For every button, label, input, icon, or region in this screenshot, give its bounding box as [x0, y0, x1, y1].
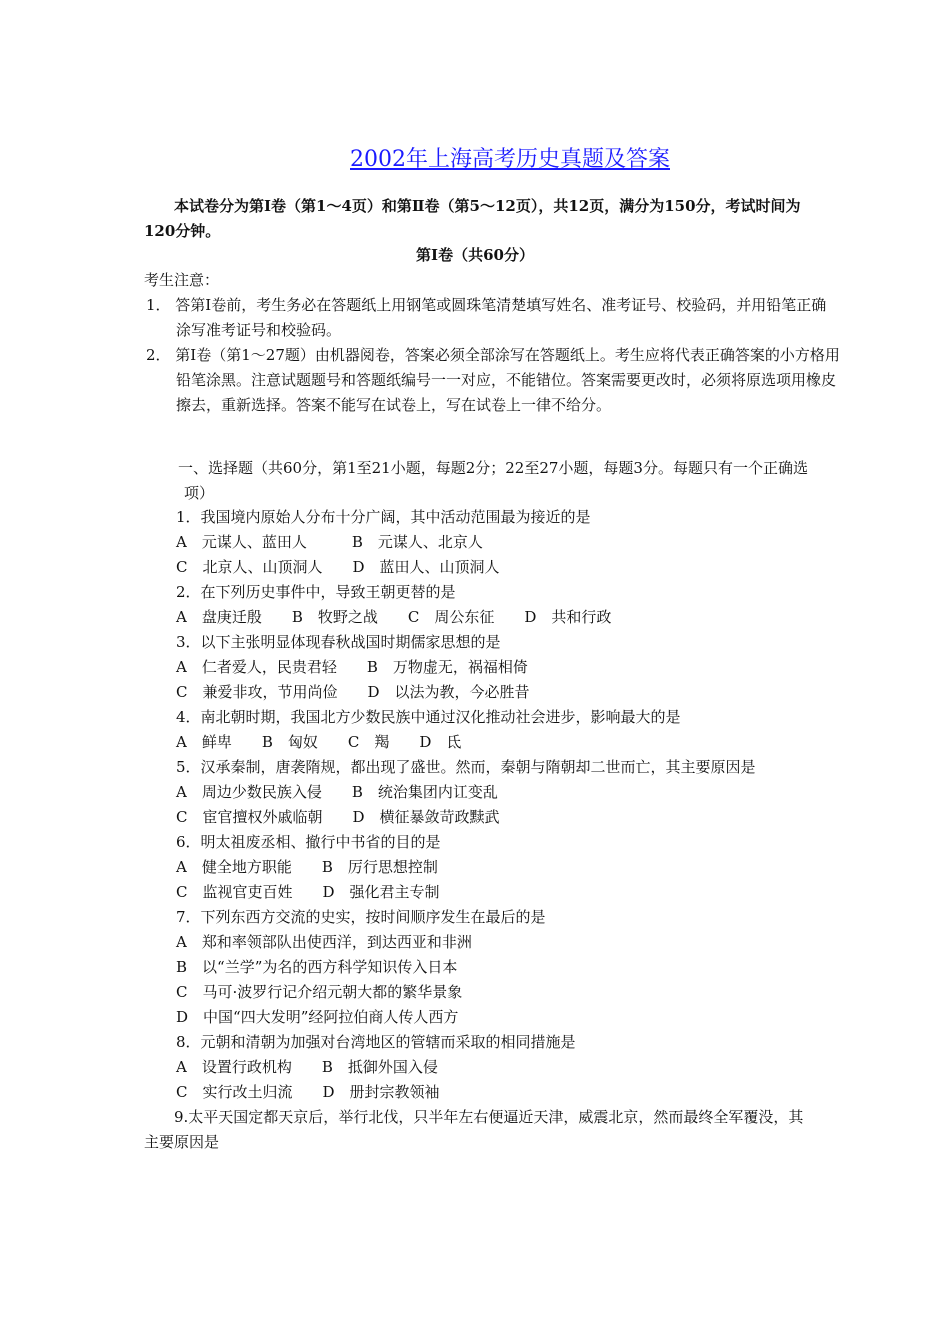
question-7: 7．下列东西方交流的史实，按时间顺序发生在最后的是 [176, 908, 546, 926]
notice-label: 考生注意： [144, 271, 220, 289]
question-3-options-cd: C 兼爱非攻，节用尚俭 D 以法为教，今必胜昔 [176, 683, 530, 701]
question-5-options-ab: A 周边少数民族入侵 B 统治集团内讧变乱 [176, 783, 498, 801]
notice-item-1: 1． 答第Ⅰ卷前，考生务必在答题纸上用钢笔或圆珠笔清楚填写姓名、准考证号、校验码，并用铅笔正确涂写准考证号和校验码。 [146, 296, 827, 339]
question-1: 1．我国境内原始人分布十分广阔，其中活动范围最为接近的是 [176, 508, 591, 526]
question-6: 6．明太祖废丞相、撤行中书省的目的是 [176, 833, 441, 851]
question-1-options-cd: C 北京人、山顶洞人 D 蓝田人、山顶洞人 [176, 558, 500, 576]
question-6-options-cd: C 监视官吏百姓 D 强化君主专制 [176, 883, 440, 901]
question-5-options-cd: C 宦官擅权外戚临朝 D 横征暴敛苛政黩武 [176, 808, 500, 826]
question-1-options-ab: A 元谋人、蓝田人 B 元谋人、北京人 [176, 533, 483, 551]
question-8-options-ab: A 设置行政机构 B 抵御外国入侵 [176, 1058, 438, 1076]
question-4-options: A 鲜卑 B 匈奴 C 羯 D 氐 [176, 733, 462, 751]
question-5: 5．汉承秦制，唐袭隋规，都出现了盛世。然而，秦朝与隋朝却二世而亡，其主要原因是 [176, 758, 756, 776]
question-2: 2．在下列历史事件中，导致王朝更替的是 [176, 583, 456, 601]
question-8-options-cd: C 实行改土归流 D 册封宗教领袖 [176, 1083, 440, 1101]
question-6-options-ab: A 健全地方职能 B 厉行思想控制 [176, 858, 438, 876]
section-one-heading: 一、选择题（共60分，第1至21小题，每题2分；22至27小题，每题3分。每题只有一个正确选项） [178, 459, 808, 502]
section-heading-juan1: 第Ⅰ卷（共60分） [416, 246, 534, 264]
question-7-option-d: D 中国“四大发明”经阿拉伯商人传人西方 [176, 1008, 459, 1026]
question-8: 8．元朝和清朝为加强对台湾地区的管辖而采取的相同措施是 [176, 1033, 576, 1051]
question-9: 9.太平天国定都天京后，举行北伐，只半年左右便逼近天津，威震北京，然而最终全军覆没，其主要原因是 [144, 1108, 804, 1151]
exam-intro: 本试卷分为第Ⅰ卷（第1～4页）和第Ⅱ卷（第5～12页），共12页，满分为150分，考试时间为120分钟。 [144, 197, 801, 240]
question-3-options-ab: A 仁者爱人，民贵君轻 B 万物虚无，祸福相倚 [176, 658, 528, 676]
question-7-option-b: B 以“兰学”为名的西方科学知识传入日本 [176, 958, 458, 976]
notice-item-2: 2． 第Ⅰ卷（第1～27题）由机器阅卷，答案必须全部涂写在答题纸上。考生应将代表正确答案的小方格用铅笔涂黑。注意试题题号和答题纸编号一一对应，不能错位。答案需要更改时，必须将原选项用橡皮擦去，重新选择。答案不能写在试卷上，写在试卷上一律不给分。 [146, 346, 840, 414]
document-title[interactable]: 2002年上海高考历史真题及答案 [350, 147, 670, 172]
question-2-options: A 盘庚迁殷 B 牧野之战 C 周公东征 D 共和行政 [176, 608, 612, 626]
question-4: 4．南北朝时期，我国北方少数民族中通过汉化推动社会进步，影响最大的是 [176, 708, 681, 726]
question-7-option-c: C 马可·波罗行记介绍元朝大都的繁华景象 [176, 983, 463, 1001]
question-7-option-a: A 郑和率领部队出使西洋，到达西亚和非洲 [176, 933, 472, 951]
question-3: 3．以下主张明显体现春秋战国时期儒家思想的是 [176, 633, 501, 651]
